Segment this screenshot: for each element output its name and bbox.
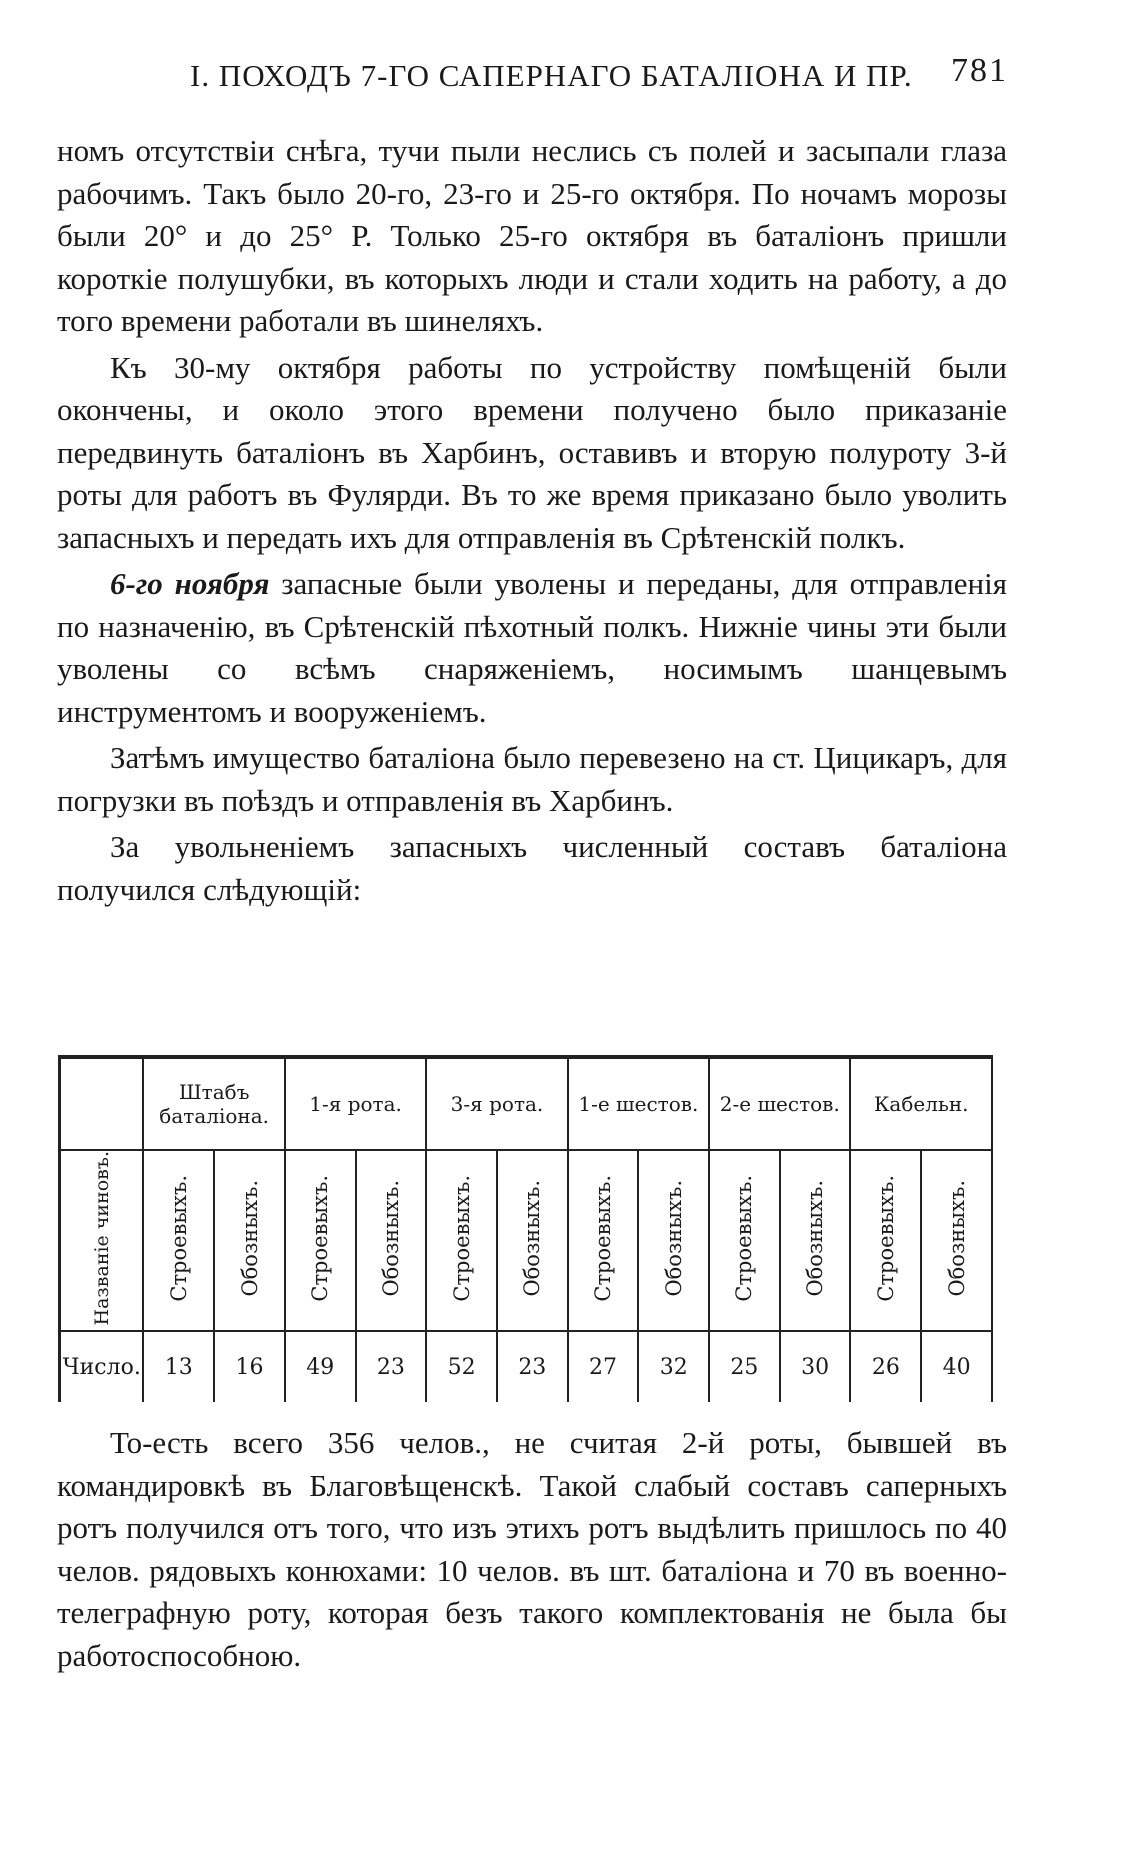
running-header — [190, 52, 1008, 94]
sub-header: Строевыхъ. — [873, 1174, 898, 1302]
sub-header-cell — [426, 1150, 497, 1331]
group-header: 2-е шестов. — [709, 1057, 850, 1150]
table-cell: 23 — [497, 1331, 568, 1402]
running-title: I. ПОХОДЪ 7-ГО САПЕРНАГО БАТАЛІОНА И ПР. — [190, 58, 913, 93]
paragraph: номъ отсутствіи снѣга, тучи пыли неслись съ полей и засыпали глаза рабочимъ. Такъ было 20-го, 23-го и 25-го октября. По ночамъ морозы были 20° и до 25° Р. Только 25-го октября въ баталіонъ пришли короткіе полушубки, въ которыхъ люди и стали ходить на работу, а до того времени работали въ шинеляхъ. — [57, 133, 1007, 338]
body-text-top — [57, 130, 1007, 915]
sub-header-cell — [214, 1150, 285, 1331]
paragraph: За увольненіемъ запасныхъ численный составъ баталіона получился слѣдующій: — [57, 829, 1007, 907]
sub-header: Обозныхъ. — [803, 1179, 828, 1297]
table-cell: 30 — [780, 1331, 851, 1402]
table-cell: 13 — [143, 1331, 214, 1402]
table-cell: 52 — [426, 1331, 497, 1402]
table-cell: 27 — [568, 1331, 639, 1402]
body-text-bottom — [57, 1422, 1007, 1681]
group-header: Штабъ баталіона. — [143, 1057, 284, 1150]
paragraph — [57, 563, 1007, 733]
sub-header: Обозныхъ. — [520, 1179, 545, 1297]
paragraph: То-есть всего 356 челов., не считая 2-й роты, бывшей въ командировкѣ въ Благовѣщенскѣ. Такой слабый составъ саперныхъ ротъ получился отъ того, что изъ этихъ ротъ выдѣлить пришлось по 40 челов. рядовыхъ конюхами: 10 челов. въ шт. баталіона и 70 въ военно-телеграфную роту, которая безъ такого комплектованія не была бы работоспособною. — [57, 1425, 1007, 1673]
row-header-cell — [60, 1150, 144, 1331]
sub-header: Строевыхъ. — [308, 1174, 333, 1302]
paragraph-text: запасные были уволены и переданы, для отправленія по назначенію, въ Срѣтенскій пѣхотный полкъ. Нижніе чины эти были уволены со всѣмъ снаряженіемъ, носимымъ шанцевымъ инструментомъ и вооруженіемъ. — [57, 566, 1007, 729]
group-header: Кабельн. — [850, 1057, 992, 1150]
table-cell: 16 — [214, 1331, 285, 1402]
table-row — [60, 1331, 993, 1402]
group-header: 1-е шестов. — [568, 1057, 709, 1150]
sub-header-cell — [143, 1150, 214, 1331]
sub-header-cell — [356, 1150, 427, 1331]
table-subheader-row — [60, 1150, 993, 1331]
table-cell: 23 — [356, 1331, 427, 1402]
page-number: 781 — [951, 52, 1008, 89]
paragraph: Къ 30-му октября работы по устройству помѣщеній были окончены, и около этого времени получено было приказаніе передвинуть баталіонъ въ Харбинъ, оставивъ и вторую полуроту 3-й роты для работъ въ Фулярди. Въ то же время приказано было уволить запасныхъ и передать ихъ для отправленія въ Срѣтенскій полкъ. — [57, 349, 1007, 555]
group-header: 1-я рота. — [285, 1057, 426, 1150]
sub-header-cell — [497, 1150, 568, 1331]
row-label: Число. — [60, 1331, 144, 1402]
sub-header-cell — [285, 1150, 356, 1331]
table-cell: 49 — [285, 1331, 356, 1402]
sub-header-cell — [709, 1150, 780, 1331]
date-lead: 6-го ноября — [110, 566, 270, 601]
sub-header: Обозныхъ. — [661, 1179, 686, 1297]
sub-header-cell — [568, 1150, 639, 1331]
sub-header: Строевыхъ. — [732, 1174, 757, 1302]
sub-header-cell — [921, 1150, 992, 1331]
table-header-row — [60, 1057, 993, 1150]
table-cell: 26 — [850, 1331, 921, 1402]
sub-header: Строевыхъ. — [166, 1174, 191, 1302]
sub-header: Обозныхъ. — [944, 1179, 969, 1297]
sub-header: Строевыхъ. — [591, 1174, 616, 1302]
paragraph: Затѣмъ имущество баталіона было перевезено на ст. Цицикаръ, для погрузки въ поѣздъ и отправленія въ Харбинъ. — [57, 740, 1007, 818]
strength-table — [58, 1055, 993, 1380]
table-cell: 25 — [709, 1331, 780, 1402]
table-cell: 32 — [638, 1331, 709, 1402]
group-header: 3-я рота. — [426, 1057, 567, 1150]
sub-header: Обозныхъ. — [378, 1179, 403, 1297]
corner-cell — [60, 1057, 144, 1150]
sub-header: Обозныхъ. — [237, 1179, 262, 1297]
table-cell: 40 — [921, 1331, 992, 1402]
sub-header-cell — [780, 1150, 851, 1331]
sub-header: Строевыхъ. — [449, 1174, 474, 1302]
sub-header-cell — [850, 1150, 921, 1331]
row-header: Названіе чиновъ. — [90, 1151, 113, 1326]
sub-header-cell — [638, 1150, 709, 1331]
